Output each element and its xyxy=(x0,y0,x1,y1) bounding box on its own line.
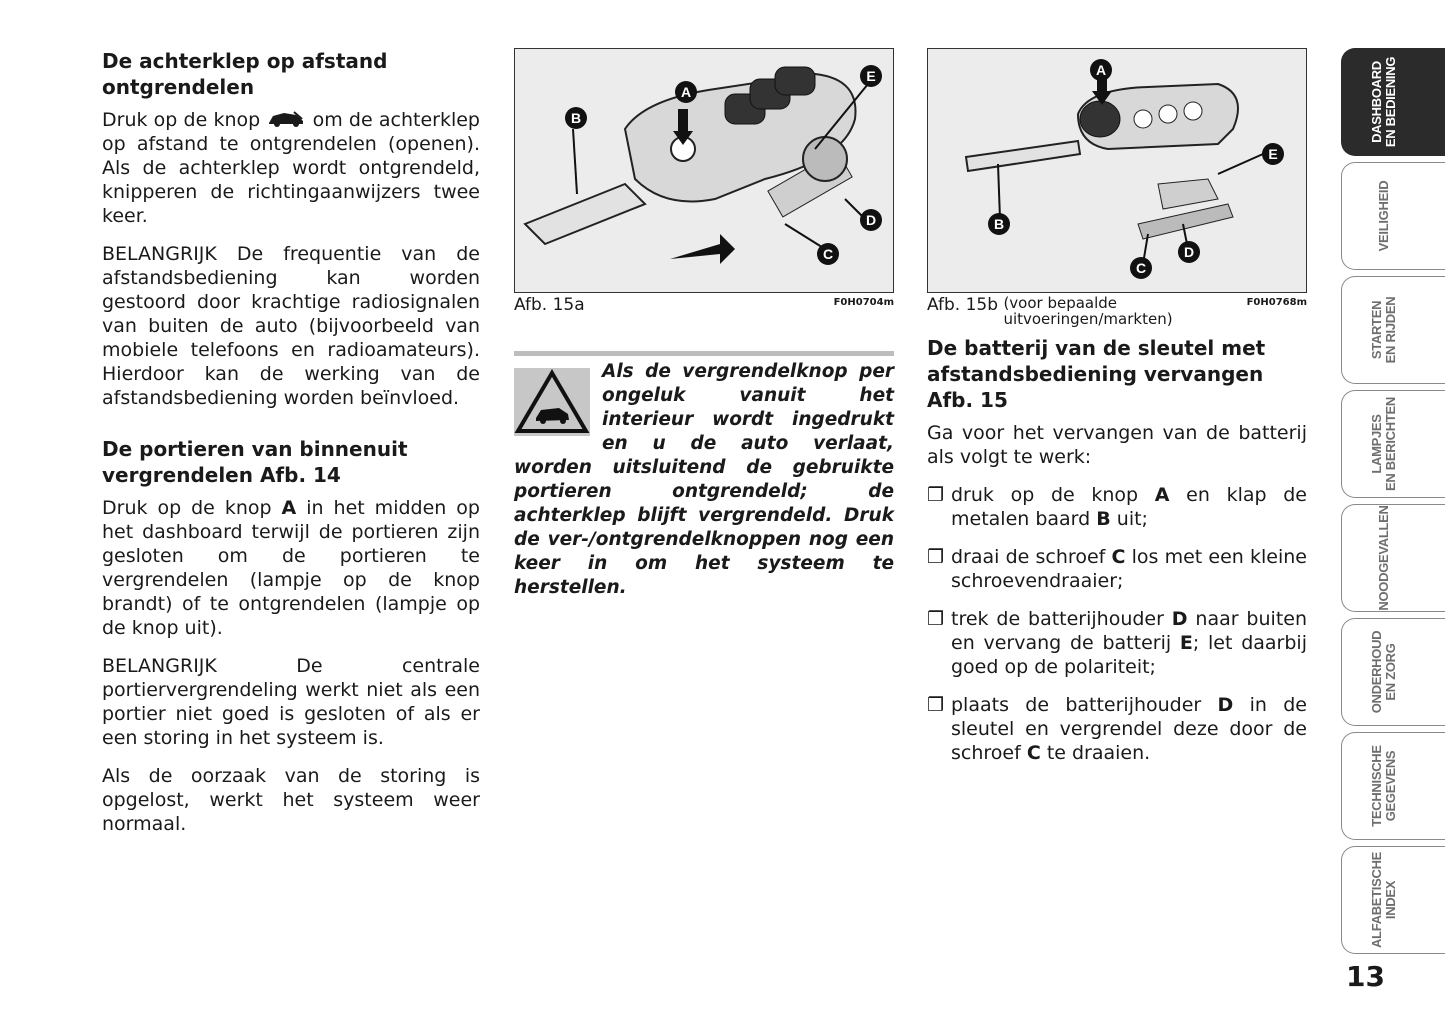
paragraph-resolved: Als de oorzaak van de storing is opgelost, werkt het systeem weer normaal. xyxy=(102,765,480,835)
paragraph-tailgate: Druk op de knop om de achterklep op afstand te ontgrendelen (openen). Als de achterklep wordt ontgrendeld, knipperen de richtingaanwijzers twee keer. xyxy=(102,109,480,227)
paragraph-important-central: BELANGRIJK De centrale portiervergrendeling werkt niet als een portier niet goed is gesloten of als er een storing in het systeem is. xyxy=(102,655,480,749)
figure-letter-a: A xyxy=(675,81,697,103)
figure-letter-d: D xyxy=(860,209,882,231)
paragraph-important-frequency: BELANGRIJK De frequentie van de afstandsbediening kan worden gestoord door krachtige radiosignalen van buiten de auto (bijvoorbeeld van mobiele telefoons en radioamateurs). Hierdoor kan de werking van de afstandsbediening worden beïnvloed. xyxy=(102,243,480,409)
tab-starten[interactable]: STARTEN EN RIJDEN xyxy=(1341,276,1445,384)
checkbox-bullet-icon: ❒ xyxy=(927,694,945,716)
warning-text: Als de vergrendelknop per ongeluk vanuit het interieur wordt ingedrukt en u de auto verlaat, worden uitsluitend de gebruikte portieren ontgrendeld; de achterklep blijft vergrendeld. Druk de ver-/ontgrendelknoppen nog een keer in om het systeem te herstellen. xyxy=(514,361,894,598)
figure-15b-caption xyxy=(927,293,1307,333)
figure-letter-b: B xyxy=(988,213,1010,235)
paragraph-battery-intro: Ga voor het vervangen van de batterij als volgt te werk: xyxy=(927,422,1307,468)
figure-letter-c: C xyxy=(817,243,839,265)
figure-letter-d: D xyxy=(1178,241,1200,263)
paragraph-doors-lock: Druk op de knop A in het midden op het dashboard terwijl de portieren zijn gesloten om de portieren te vergrendelen (lampje op de knop brandt) of te ontgrendelen (lampje op de knop uit). xyxy=(102,497,480,639)
heading-doors-lock: De portieren van binnenuit vergrendelen Afb. 14 xyxy=(102,437,408,487)
tab-dashboard[interactable]: DASHBOARD EN BEDIENING xyxy=(1341,48,1445,156)
warning-box xyxy=(514,351,894,600)
right-column xyxy=(927,48,1307,779)
figure-label: Afb. 15a xyxy=(514,295,585,315)
figure-note: (voor bepaalde uitvoeringen/markten) xyxy=(1003,294,1173,328)
checkbox-bullet-icon: ❒ xyxy=(927,484,945,506)
tab-veiligheid[interactable]: VEILIGHEID xyxy=(1341,162,1445,270)
middle-column xyxy=(514,48,894,600)
checkbox-bullet-icon: ❒ xyxy=(927,546,945,568)
step-2: ❒ draai de schroef C los met een kleine schroevendraaier; xyxy=(927,546,1307,592)
tab-lampjes[interactable]: LAMPJES EN BERICHTEN xyxy=(1341,390,1445,498)
tab-noodgevallen[interactable]: NOODGEVALLEN xyxy=(1341,504,1445,612)
warning-triangle-icon xyxy=(514,368,590,436)
tab-index[interactable]: ALFABETISCHE INDEX xyxy=(1341,846,1445,954)
figure-letter-e: E xyxy=(860,65,882,87)
figure-letter-b: B xyxy=(565,107,587,129)
figure-letter-a: A xyxy=(1090,59,1112,81)
figure-code: F0H0768m xyxy=(1246,297,1307,308)
key-illustration-15b xyxy=(928,49,1306,292)
figure-letter-c: C xyxy=(1130,257,1152,279)
figure-15b xyxy=(927,48,1307,293)
figure-code: F0H0704m xyxy=(833,297,894,308)
step-4: ❒ plaats de batterijhouder D in de sleutel en vergrendel deze door de schroef C te draaien. xyxy=(927,694,1307,764)
page-number: 13 xyxy=(1346,960,1385,993)
checkbox-bullet-icon: ❒ xyxy=(927,608,945,630)
step-1: ❒ druk op de knop A en klap de metalen baard B uit; xyxy=(927,484,1307,530)
step-3: ❒ trek de batterijhouder D naar buiten en vervang de batterij E; let daarbij goed op de polariteit; xyxy=(927,608,1307,678)
figure-15a-caption xyxy=(514,293,894,333)
tab-technische[interactable]: TECHNISCHE GEGEVENS xyxy=(1341,732,1445,840)
figure-letter-e: E xyxy=(1262,143,1284,165)
car-trunk-icon xyxy=(266,110,306,128)
figure-15a xyxy=(514,48,894,293)
heading-battery: De batterij van de sleutel met afstandsbediening vervangen Afb. 15 xyxy=(927,336,1266,412)
figure-label: Afb. 15b xyxy=(927,295,999,315)
tab-onderhoud[interactable]: ONDERHOUD EN ZORG xyxy=(1341,618,1445,726)
left-column xyxy=(102,48,480,850)
heading-tailgate: De achterklep op afstand ontgrendelen xyxy=(102,49,388,99)
